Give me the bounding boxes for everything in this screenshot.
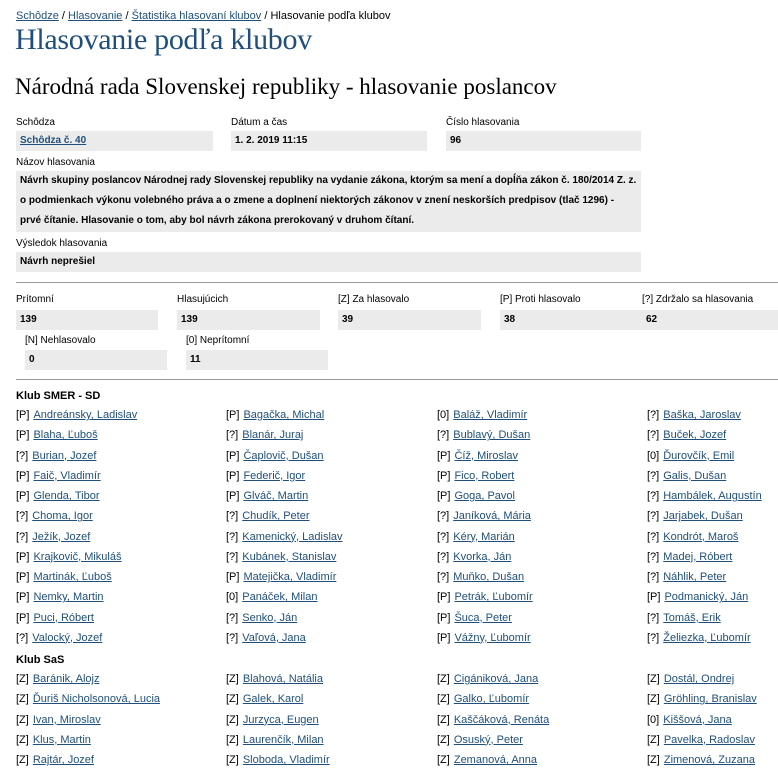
member-link[interactable]: Osuský, Peter (453, 733, 523, 746)
datum-label: Dátum a čas (231, 117, 288, 128)
member-item (437, 470, 514, 482)
stat-label-nehlasovalo: [N] Nehlasovalo (25, 335, 96, 346)
member-link[interactable]: Ivan, Miroslav (32, 713, 101, 726)
schodza-value (16, 131, 213, 151)
member-item (226, 734, 324, 746)
member-item (16, 409, 137, 421)
member-link[interactable]: Senko, Ján (242, 611, 298, 624)
page-subtitle: Národná rada Slovenskej republiky - hlasovanie poslancov (15, 74, 557, 99)
member-link[interactable]: Janíková, Mária (453, 510, 531, 523)
member-link[interactable]: Cigániková, Jana (453, 673, 539, 685)
member-item (16, 734, 91, 746)
club-name-smer: Klub SMER - SD (16, 390, 101, 402)
vote-code: [?] (647, 409, 660, 421)
vote-code: [?] (647, 510, 660, 523)
member-link[interactable]: Puci, Róbert (33, 611, 94, 624)
member-link[interactable]: Rajtár, Jozef (32, 754, 94, 766)
member-link[interactable]: Vaľová, Jana (242, 631, 306, 644)
member-link[interactable]: Tomáš, Erik (663, 611, 721, 624)
vote-code: [P] (647, 591, 661, 604)
vote-code: [P] (16, 611, 30, 624)
vysledok-label: Výsledok hlasovania (16, 238, 108, 249)
member-link[interactable]: Zemanová, Anna (453, 754, 538, 766)
member-item (226, 510, 310, 522)
divider (16, 282, 778, 283)
member-item (647, 673, 734, 685)
member-item (437, 754, 537, 766)
vote-code: [?] (437, 550, 450, 563)
member-link[interactable]: Kamenický, Ladislav (242, 530, 343, 543)
member-link[interactable]: Ďuriš Nicholsonová, Lucia (32, 693, 161, 706)
member-item (647, 754, 755, 766)
member-item (647, 510, 743, 522)
vote-code: [Z] (226, 754, 239, 766)
member-link[interactable]: Ďurovčík, Emil (663, 449, 735, 462)
vote-code: [Z] (16, 693, 29, 706)
vote-code: [Z] (16, 733, 29, 746)
stat-label-zdrzalo: [?] Zdržalo sa hlasovania (642, 294, 754, 305)
member-link[interactable]: Klus, Martin (32, 733, 91, 746)
member-link[interactable]: Andreánsky, Ladislav (33, 409, 138, 421)
stat-label-proti: [P] Proti hlasovalo (500, 294, 581, 305)
vote-code: [Z] (437, 733, 450, 746)
breadcrumb-separator: / (61, 10, 65, 22)
member-link[interactable]: Bublavý, Dušan (453, 429, 531, 442)
member-link[interactable]: Šuca, Peter (454, 611, 512, 624)
vote-code: [P] (437, 449, 451, 462)
member-item (16, 612, 94, 624)
member-link[interactable]: Kondrót, Maroš (663, 530, 739, 543)
member-link[interactable]: Fico, Robert (454, 469, 515, 482)
member-item (226, 632, 306, 644)
vote-code: [Z] (437, 693, 450, 706)
member-link[interactable]: Madej, Róbert (663, 550, 733, 563)
member-item (226, 429, 303, 441)
member-item (647, 409, 741, 421)
stat-label-nepritomni: [0] Neprítomní (186, 335, 250, 346)
member-item (16, 714, 101, 726)
vote-code: [?] (16, 449, 29, 462)
member-link[interactable]: Galis, Dušan (663, 469, 727, 482)
member-item (16, 531, 90, 543)
member-item (16, 450, 96, 462)
vote-code: [Z] (647, 733, 660, 746)
member-link[interactable]: Panáček, Milan (242, 591, 318, 604)
breadcrumb-separator: / (125, 10, 129, 22)
vote-code: [P] (437, 631, 451, 644)
vote-code: [P] (226, 469, 240, 482)
member-item (226, 754, 330, 766)
vote-code: [P] (437, 469, 451, 482)
member-link[interactable]: Baránik, Alojz (32, 673, 100, 685)
member-item (16, 693, 160, 705)
member-item (437, 693, 529, 705)
vote-code: [0] (226, 591, 239, 604)
vote-code: [?] (647, 550, 660, 563)
member-link[interactable]: Federič, Igor (243, 469, 306, 482)
vote-code: [?] (226, 611, 239, 624)
member-link[interactable]: Želiezka, Ľubomír (663, 631, 751, 644)
member-link[interactable]: Chudík, Peter (242, 510, 310, 523)
member-link[interactable]: Pavelka, Radoslav (663, 733, 755, 746)
member-item (647, 693, 757, 705)
divider (16, 379, 778, 380)
breadcrumb (16, 10, 390, 22)
stat-value-hlasujucich: 139 (177, 310, 320, 330)
member-link[interactable]: Náhlik, Peter (663, 571, 727, 583)
nazov-value: Návrh skupiny poslancov Národnej rady Slovenskej republiky na vydanie zákona, ktorým sa mení a dopĺňa zákon č. 180/2014 Z. z. o podmienkach výkonu volebného práva a o zmene a doplnení niektorých zákonov v znení neskorších predpisov (tlač 1296) - prvé čítanie. Hlasovanie o tom, aby bol návrh zákona prerokovaný v druhom čítaní. (16, 171, 641, 232)
member-link[interactable]: Hambálek, Augustín (663, 490, 762, 502)
member-link[interactable]: Choma, Igor (32, 510, 93, 523)
member-link[interactable]: Baláž, Vladimír (453, 409, 528, 421)
member-item (226, 612, 297, 624)
member-link[interactable]: Glváč, Martin (243, 490, 309, 502)
member-item (437, 510, 531, 522)
member-link[interactable]: Galek, Karol (242, 693, 304, 706)
member-item (16, 591, 104, 603)
member-item (16, 510, 93, 522)
vote-code: [P] (16, 571, 30, 583)
member-item (437, 734, 523, 746)
vote-code: [?] (226, 530, 239, 543)
member-item (437, 714, 549, 726)
member-link[interactable]: Dostál, Ondrej (663, 673, 735, 685)
member-link[interactable]: Kubánek, Stanislav (242, 550, 337, 563)
member-link[interactable]: Buček, Jozef (663, 429, 727, 442)
member-link[interactable]: Podmanický, Ján (664, 591, 749, 604)
vote-code: [P] (16, 409, 30, 421)
stat-value-nehlasovalo: 0 (25, 350, 167, 370)
page-title: Hlasovanie podľa klubov (15, 23, 312, 56)
vote-code: [0] (647, 713, 660, 726)
member-item (647, 429, 726, 441)
member-link[interactable]: Nemky, Martin (33, 591, 104, 604)
member-item (226, 591, 317, 603)
member-link[interactable]: Galko, Ľubomír (453, 693, 530, 706)
vote-code: [?] (16, 510, 29, 523)
vote-code: [Z] (437, 673, 450, 685)
stat-label-pritomni: Prítomní (16, 294, 54, 305)
member-item (437, 490, 515, 502)
member-link[interactable]: Laurenčík, Milan (242, 733, 324, 746)
vote-code: [?] (647, 571, 660, 583)
member-link[interactable]: Martinák, Ľuboš (33, 571, 112, 583)
vote-code: [P] (437, 611, 451, 624)
member-item (437, 531, 515, 543)
stat-value-nepritomni: 11 (186, 350, 328, 370)
member-item (647, 612, 721, 624)
member-link[interactable]: Sloboda, Vladimír (242, 754, 330, 766)
member-link[interactable]: Matejička, Vladimír (243, 571, 337, 583)
member-item (437, 450, 518, 462)
vote-code: [Z] (16, 713, 29, 726)
member-link[interactable]: Gröhling, Branislav (663, 693, 757, 706)
member-link[interactable]: Burian, Jozef (32, 449, 97, 462)
breadcrumb-link-hlasovanie[interactable]: Hlasovanie (68, 10, 123, 22)
member-item (16, 470, 101, 482)
member-item (226, 551, 336, 563)
vote-code: [?] (647, 631, 660, 644)
club-name-sas: Klub SaS (16, 654, 65, 666)
member-link[interactable]: Baška, Jaroslav (663, 409, 741, 421)
vote-code: [?] (647, 530, 660, 543)
vote-code: [?] (226, 550, 239, 563)
stat-value-proti: 38 (500, 310, 642, 330)
member-link[interactable]: Petrák, Ľubomír (454, 591, 533, 604)
vote-code: [Z] (16, 754, 29, 766)
member-item (226, 470, 305, 482)
vote-code: [Z] (647, 754, 660, 766)
vote-code: [P] (16, 591, 30, 604)
member-item (16, 754, 94, 766)
breadcrumb-current: Hlasovanie podľa klubov (270, 10, 391, 22)
vote-code: [?] (226, 510, 239, 523)
member-link[interactable]: Kiššová, Jana (663, 713, 732, 726)
member-item (16, 490, 100, 502)
member-link[interactable]: Glenda, Tibor (33, 490, 100, 502)
vote-code: [?] (647, 490, 660, 502)
member-item (647, 734, 755, 746)
vote-code: [Z] (437, 754, 450, 766)
member-link[interactable]: Čaplovič, Dušan (243, 449, 324, 462)
member-item (647, 490, 762, 502)
member-item (437, 551, 511, 563)
stat-value-za: 39 (338, 310, 481, 330)
member-link[interactable]: Faič, Vladimír (33, 469, 101, 482)
breadcrumb-separator: / (264, 10, 268, 22)
vote-code: [?] (437, 571, 450, 583)
vote-code: [?] (437, 530, 450, 543)
vote-code: [P] (226, 409, 240, 421)
member-link[interactable]: Blanár, Juraj (242, 429, 304, 442)
vote-code: [?] (647, 611, 660, 624)
vote-code: [?] (437, 510, 450, 523)
vote-code: [P] (16, 429, 30, 442)
member-item (437, 409, 527, 421)
member-item (437, 429, 530, 441)
vote-code: [?] (16, 530, 29, 543)
vote-code: [Z] (226, 673, 239, 685)
member-item (16, 632, 102, 644)
member-link[interactable]: Zimenová, Zuzana (663, 754, 755, 766)
member-item (226, 490, 308, 502)
member-link[interactable]: Ježík, Jozef (32, 530, 91, 543)
vysledok-value: Návrh neprešiel (16, 252, 641, 272)
member-item (16, 551, 121, 563)
member-item (16, 673, 100, 685)
vote-code: [?] (226, 429, 239, 442)
datum-value: 1. 2. 2019 11:15 (231, 131, 427, 151)
member-link[interactable]: Kéry, Marián (453, 530, 515, 543)
vote-code: [Z] (437, 713, 450, 726)
schodza-link[interactable]: Schôdza č. 40 (20, 135, 87, 146)
member-item (437, 632, 531, 644)
vote-code: [P] (16, 490, 30, 502)
member-item (226, 693, 303, 705)
vote-code: [Z] (226, 713, 239, 726)
member-link[interactable]: Krajkovič, Mikuláš (33, 550, 122, 563)
member-item (647, 470, 726, 482)
member-link[interactable]: Jarjabek, Dušan (663, 510, 743, 523)
vote-code: [?] (16, 631, 29, 644)
vote-code: [Z] (16, 673, 29, 685)
member-item (647, 591, 748, 603)
member-link[interactable]: Muňko, Dušan (453, 571, 525, 583)
member-item (647, 531, 738, 543)
member-link[interactable]: Goga, Pavol (454, 490, 515, 502)
vote-code: [Z] (226, 733, 239, 746)
member-link[interactable]: Blahová, Natália (242, 673, 323, 685)
member-item (647, 714, 732, 726)
nazov-label: Názov hlasovania (16, 157, 95, 168)
breadcrumb-link-statistika[interactable]: Štatistika hlasovaní klubov (131, 10, 262, 22)
member-item (226, 450, 324, 462)
vote-code: [Z] (226, 693, 239, 706)
member-link[interactable]: Bagačka, Michal (243, 409, 325, 421)
member-link[interactable]: Blaha, Ľuboš (33, 429, 98, 442)
member-link[interactable]: Číž, Miroslav (454, 449, 519, 462)
breadcrumb-link-schodze[interactable]: Schôdze (16, 10, 59, 22)
member-link[interactable]: Valocký, Jozef (32, 631, 103, 644)
vote-code: [Z] (647, 693, 660, 706)
stat-label-za: [Z] Za hlasovalo (338, 294, 410, 305)
vote-code: [Z] (647, 673, 660, 685)
vote-code: [P] (226, 490, 240, 502)
vote-code: [?] (647, 469, 660, 482)
vote-code: [?] (437, 429, 450, 442)
stat-label-hlasujucich: Hlasujúcich (177, 294, 229, 305)
vote-code: [0] (437, 409, 450, 421)
member-item (226, 571, 336, 583)
member-item (16, 571, 112, 583)
member-item (437, 673, 538, 685)
member-item (226, 531, 343, 543)
vote-code: [0] (647, 449, 660, 462)
member-item (226, 409, 324, 421)
stat-value-zdrzalo: 62 (642, 310, 778, 330)
member-item (647, 632, 751, 644)
member-item (437, 591, 533, 603)
vote-code: [P] (437, 490, 451, 502)
vote-code: [P] (437, 591, 451, 604)
cislo-label: Číslo hlasovania (446, 117, 520, 128)
member-item (226, 714, 319, 726)
vote-code: [P] (16, 469, 30, 482)
member-item (647, 551, 732, 563)
vote-code: [?] (226, 631, 239, 644)
member-item (437, 612, 512, 624)
vote-code: [P] (16, 550, 30, 563)
member-link[interactable]: Jurzyca, Eugen (242, 713, 319, 726)
vote-code: [P] (226, 571, 240, 583)
vote-code: [P] (226, 449, 240, 462)
member-item (647, 571, 726, 583)
member-link[interactable]: Kaščáková, Renáta (453, 713, 550, 726)
member-item (226, 673, 323, 685)
member-item (647, 450, 734, 462)
cislo-value: 96 (446, 131, 641, 151)
vote-code: [?] (647, 429, 660, 442)
member-link[interactable]: Kvorka, Ján (453, 550, 512, 563)
member-item (16, 429, 98, 441)
member-link[interactable]: Vážny, Ľubomír (454, 631, 531, 644)
stat-value-pritomni: 139 (16, 310, 158, 330)
member-item (437, 571, 524, 583)
schodza-label: Schôdza (16, 117, 55, 128)
